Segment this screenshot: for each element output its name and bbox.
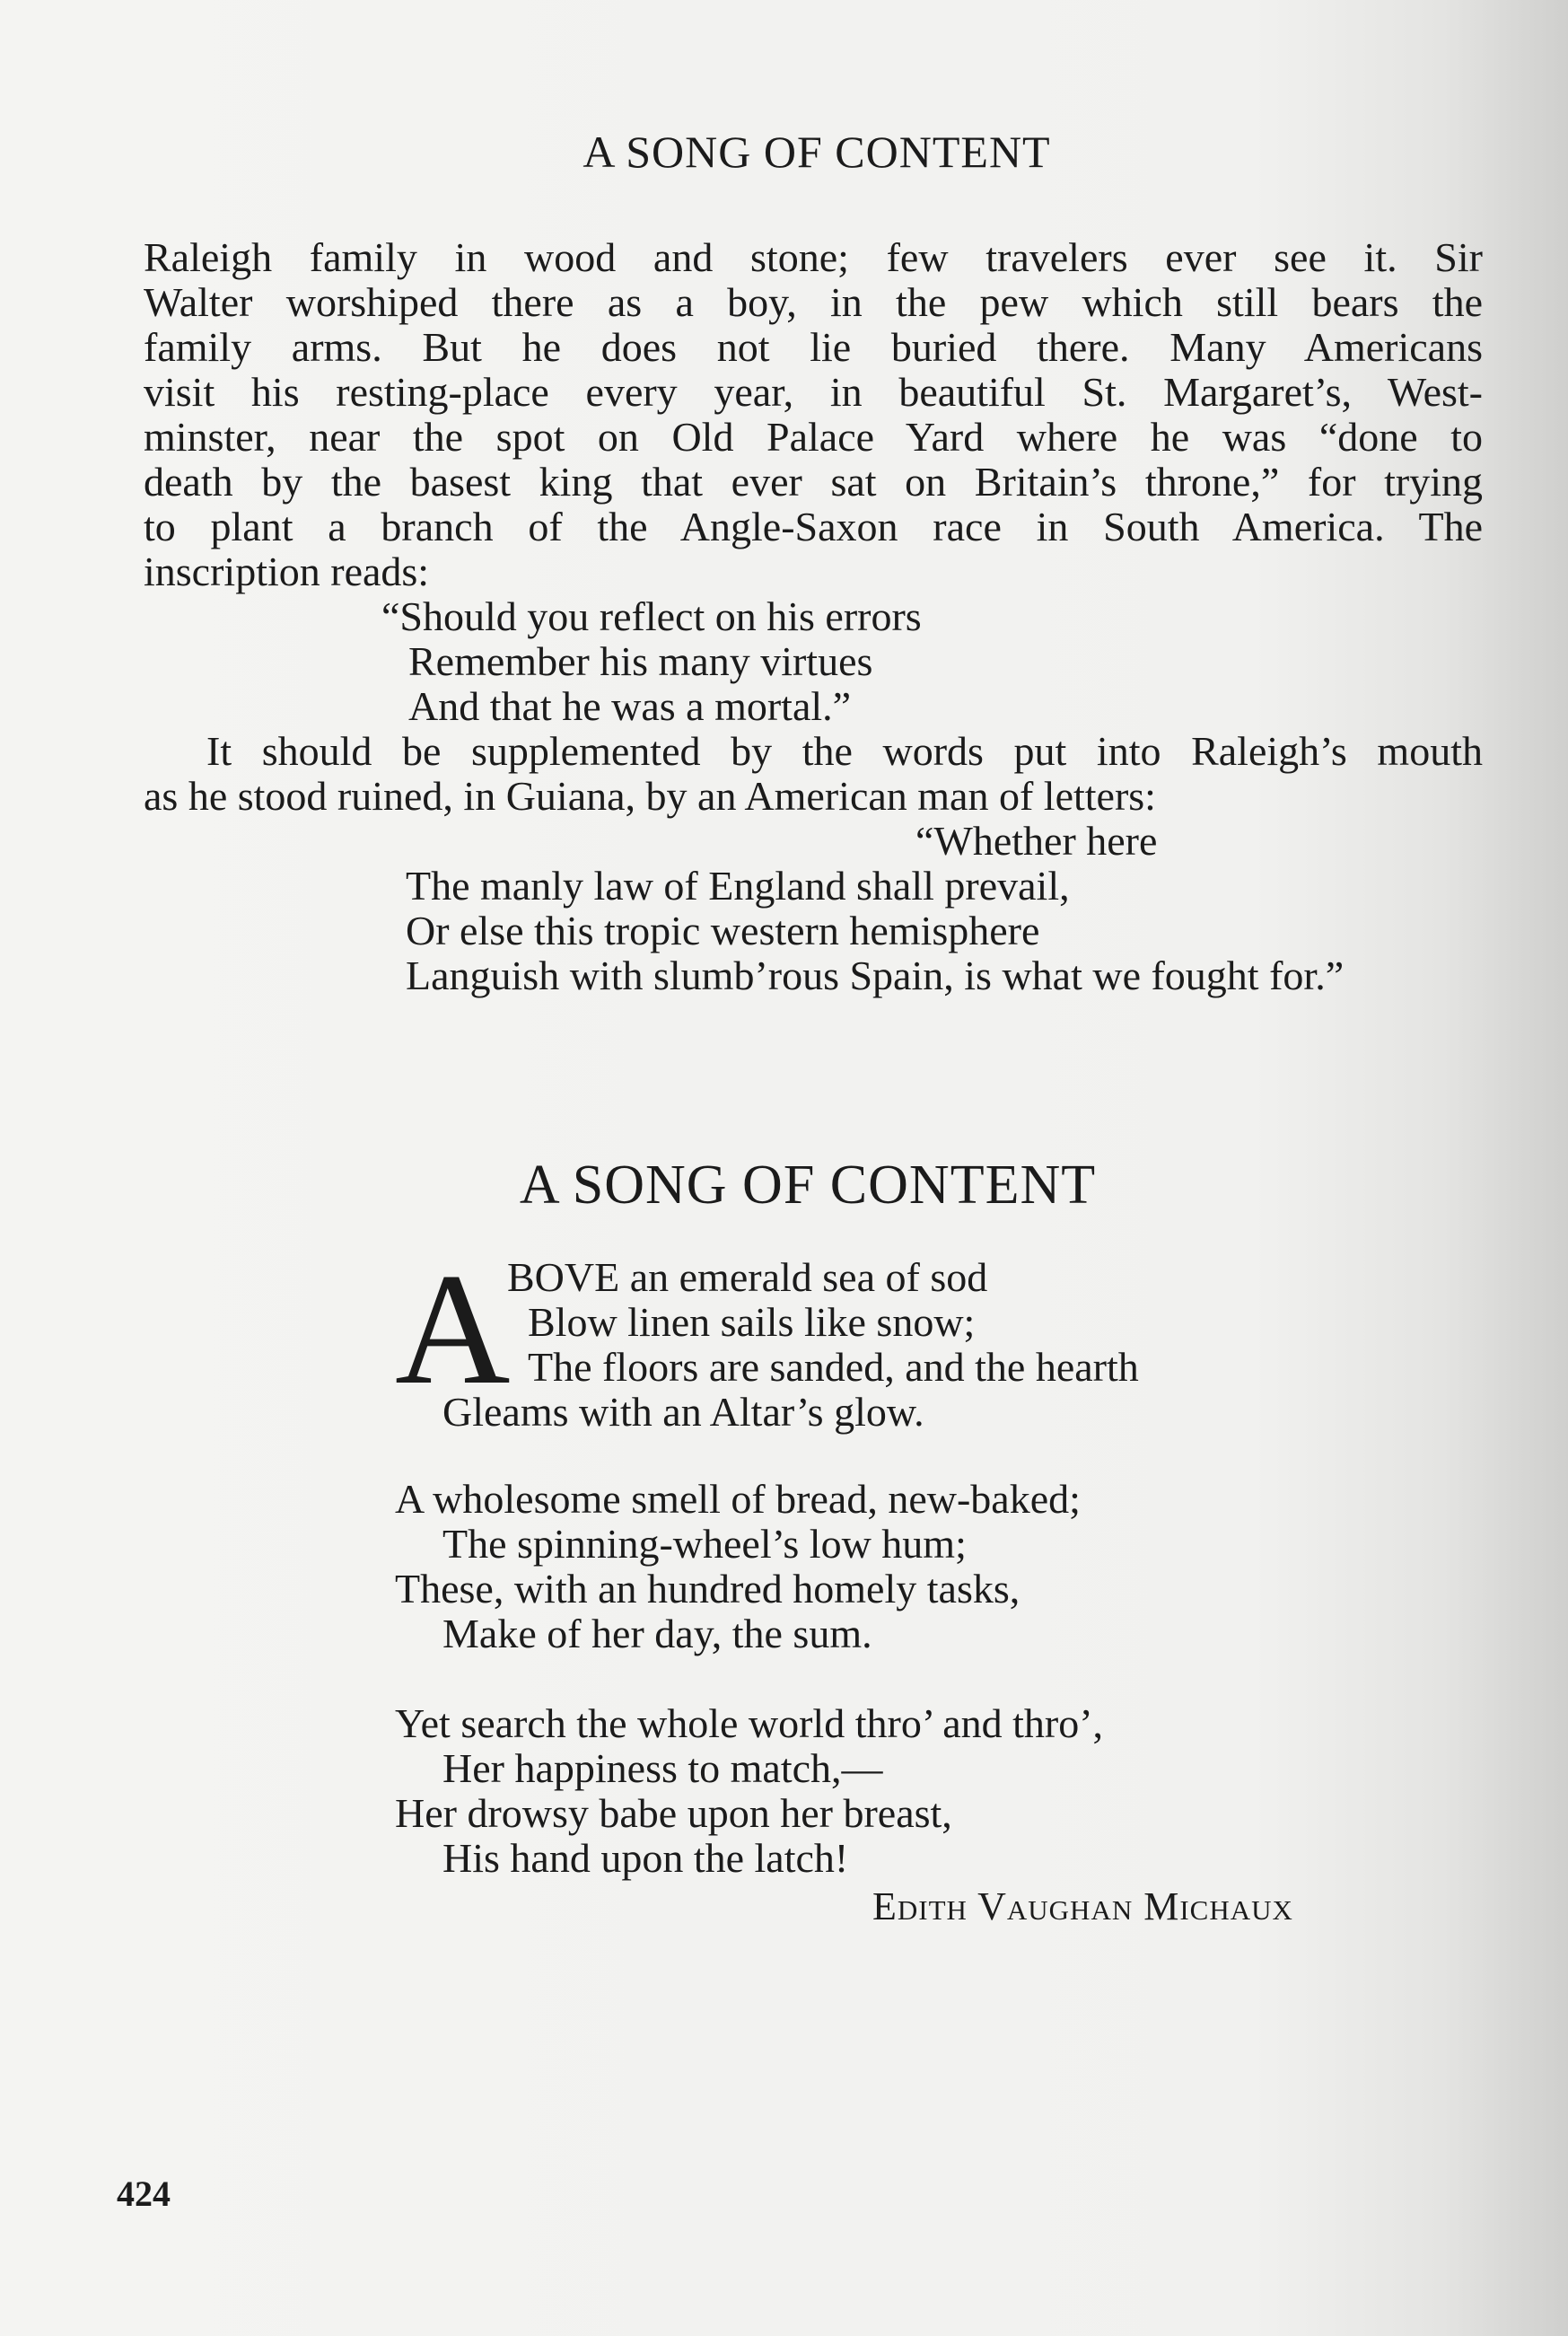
- prose-line: visit his resting-place every year, in beautiful St. Margaret’s, West-: [144, 369, 1483, 415]
- quote-line: Or else this tropic western hemisphere: [406, 908, 1040, 953]
- poem-line: The spinning-wheel’s low hum;: [442, 1521, 967, 1567]
- poem-line: Her happiness to match,—: [442, 1745, 883, 1791]
- poem-title: A SONG OF CONTENT: [519, 1155, 1097, 1216]
- inscription-line: Remember his many virtues: [408, 638, 873, 684]
- poem-line: BOVE an emerald sea of sod: [507, 1254, 988, 1300]
- poem-author: [872, 1884, 1293, 1929]
- poem-line: Gleams with an Altar’s glow.: [442, 1389, 924, 1435]
- prose-line: minster, near the spot on Old Palace Yard where he was “done to: [144, 414, 1483, 460]
- poem-line: Yet search the whole world thro’ and thro’,: [395, 1700, 1104, 1746]
- running-head: A SONG OF CONTENT: [583, 127, 1051, 177]
- poem-line: A wholesome smell of bread, new-baked;: [395, 1476, 1081, 1522]
- poem-line: The floors are sanded, and the hearth: [528, 1344, 1139, 1390]
- poem-line: Her drowsy babe upon her breast,: [395, 1790, 952, 1836]
- poem-author-name: Edith Vaughan Michaux: [872, 1884, 1293, 1928]
- inscription-line: “Should you reflect on his errors: [381, 593, 922, 639]
- prose-line: to plant a branch of the Angle-Saxon race in South America. The: [144, 504, 1483, 549]
- poem-line: Blow linen sails like snow;: [528, 1299, 976, 1345]
- poem-line: Make of her day, the sum.: [442, 1611, 872, 1656]
- inscription-line: And that he was a mortal.”: [408, 683, 852, 729]
- poem-line: These, with an hundred homely tasks,: [395, 1566, 1021, 1611]
- quote-line: “Whether here: [915, 818, 1158, 864]
- prose-line: inscription reads:: [144, 549, 430, 594]
- prose-line: family arms. But he does not lie buried there. Many Americans: [144, 324, 1483, 370]
- poem-line: His hand upon the latch!: [442, 1835, 849, 1881]
- prose-line: Raleigh family in wood and stone; few travelers ever see it. Sir: [144, 234, 1483, 280]
- drop-cap: A: [395, 1240, 511, 1418]
- prose-line: It should be supplemented by the words put into Raleigh’s mouth: [206, 728, 1483, 774]
- prose-line: Walter worshiped there as a boy, in the pew which still bears the: [144, 279, 1483, 325]
- page-number: 424: [117, 2174, 171, 2214]
- prose-line: as he stood ruined, in Guiana, by an American man of letters:: [144, 773, 1156, 819]
- quote-line: Languish with slumb’rous Spain, is what we fought for.”: [406, 953, 1345, 998]
- prose-line: death by the basest king that ever sat on Britain’s throne,” for trying: [144, 459, 1483, 505]
- quote-line: The manly law of England shall prevail,: [406, 863, 1070, 909]
